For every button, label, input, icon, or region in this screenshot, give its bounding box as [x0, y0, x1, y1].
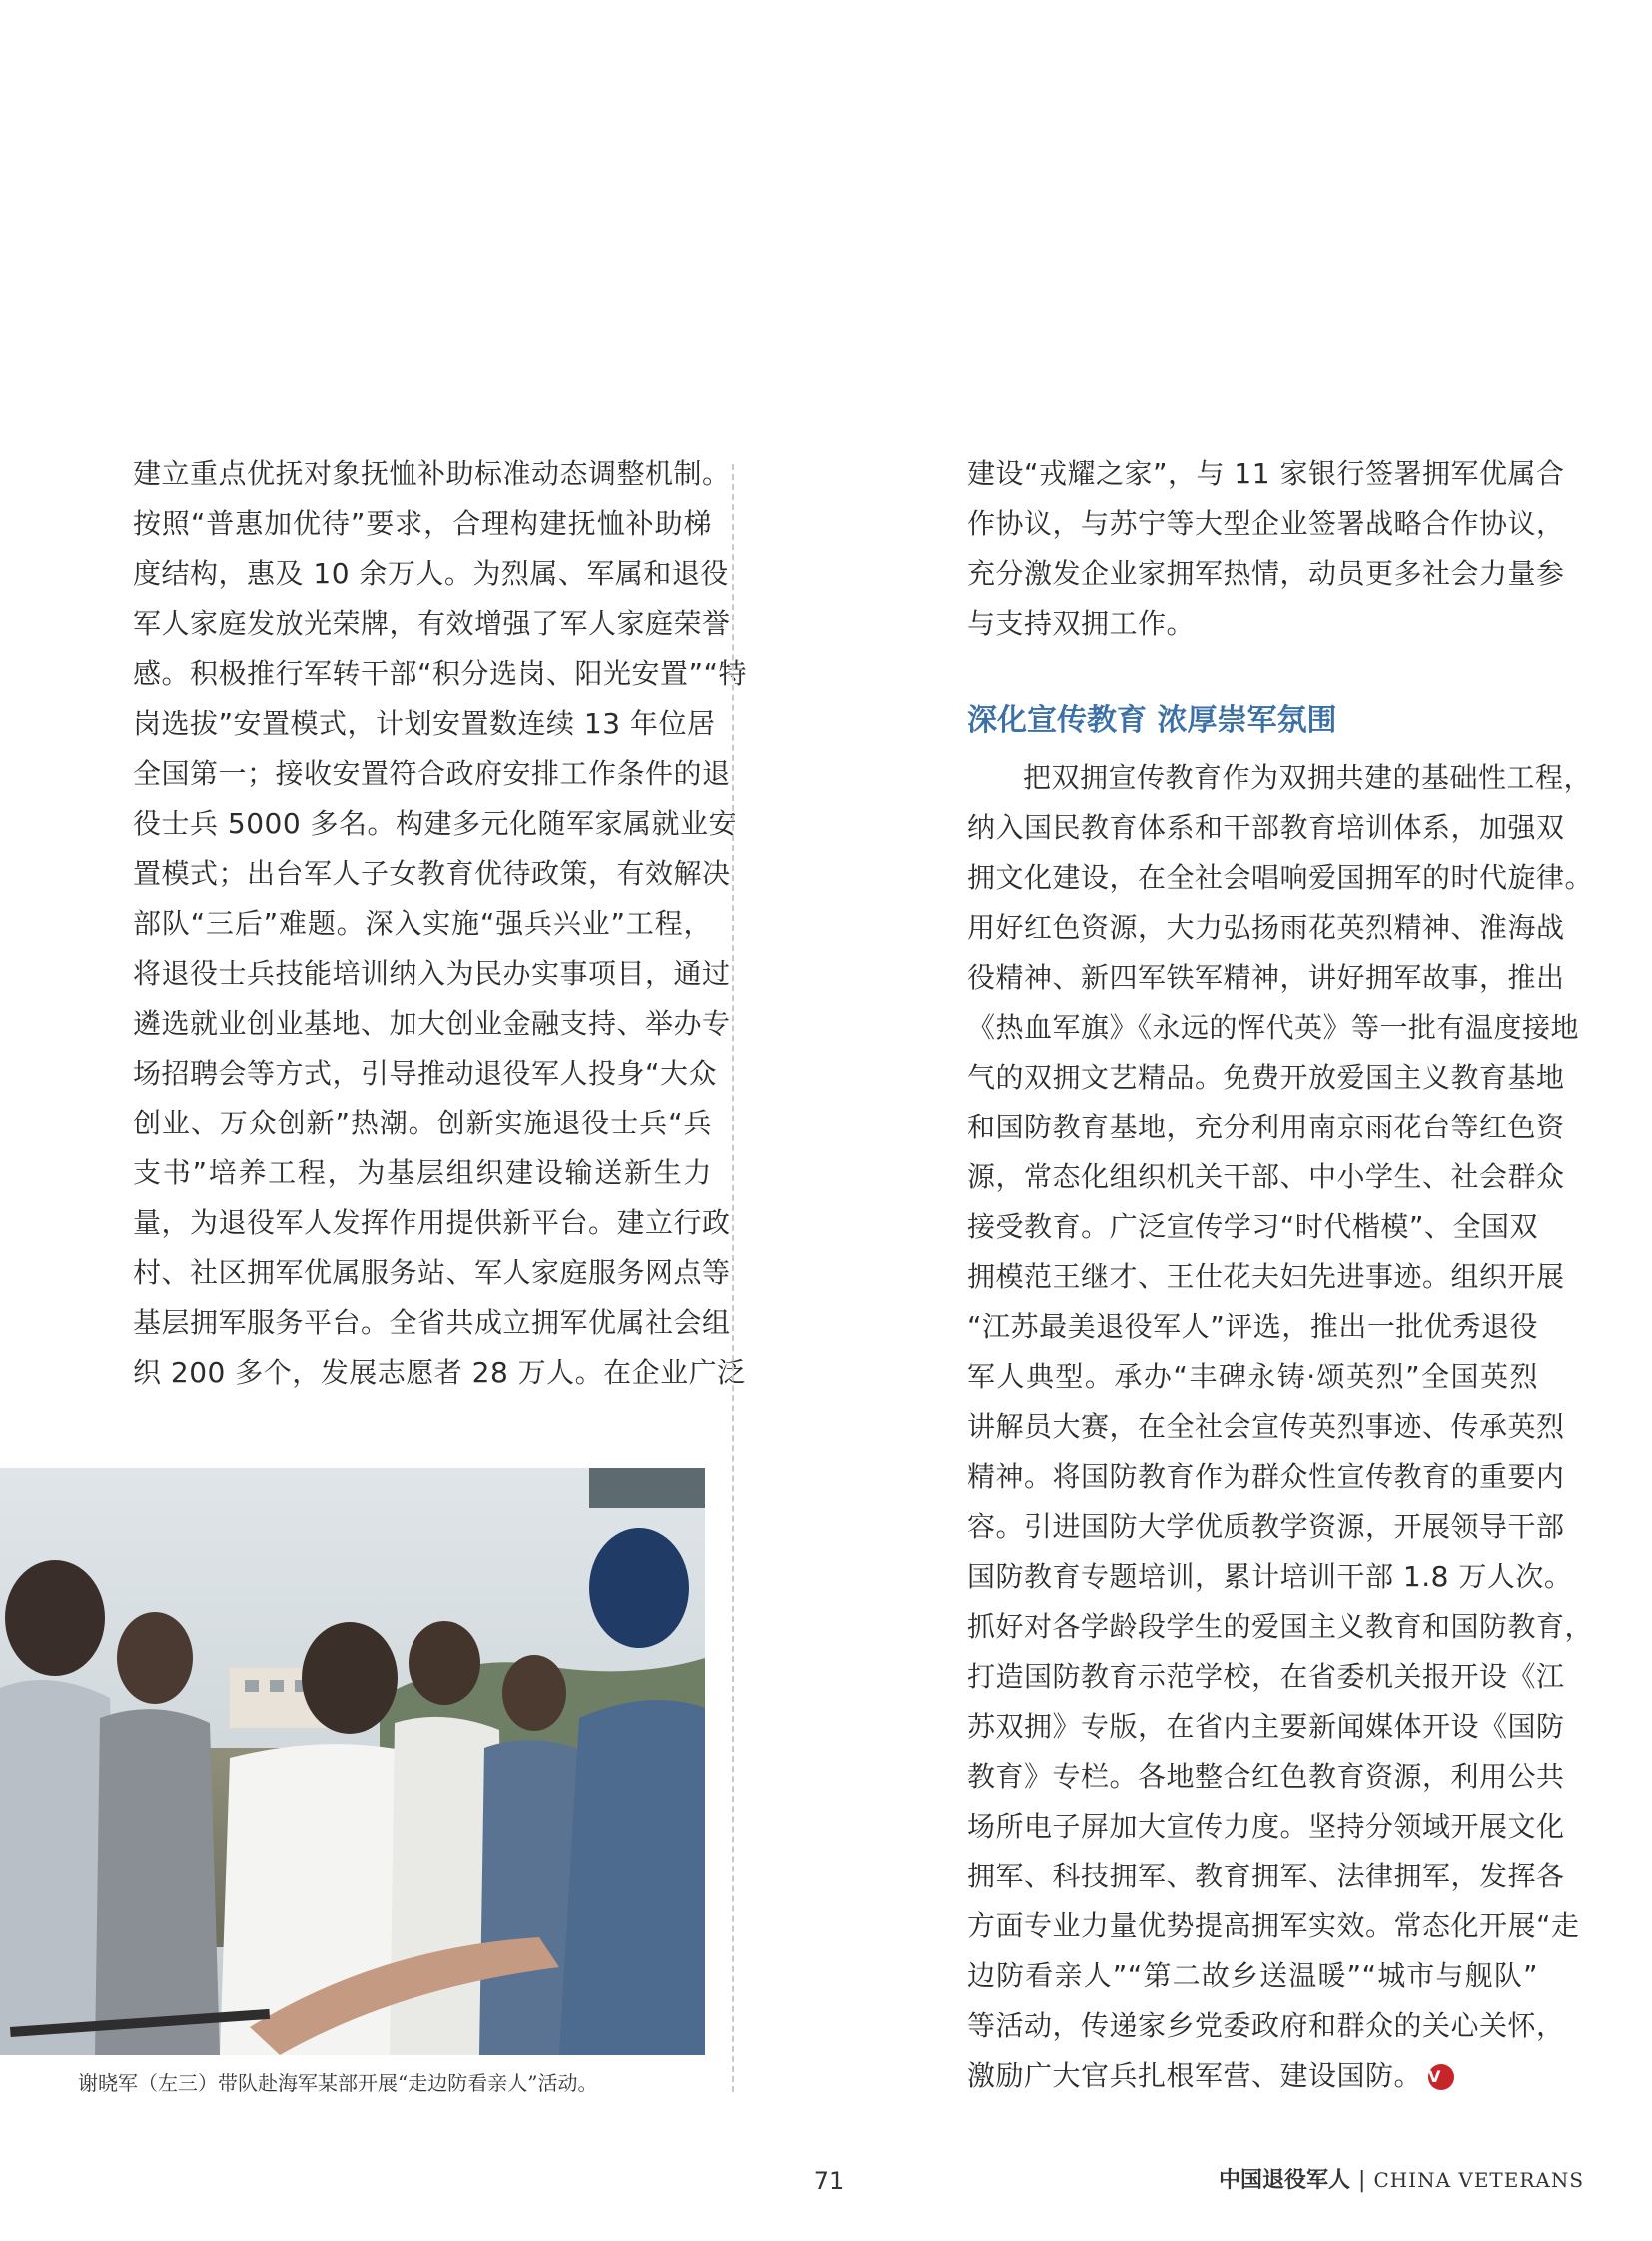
text-line: 边防看亲人”“第二故乡送温暖”“城市与舰队” — [967, 1959, 1538, 1992]
brand-separator: | — [1358, 2168, 1366, 2193]
page-number: 71 — [813, 2167, 845, 2195]
left-column — [133, 449, 748, 1398]
text-line: 抓好对各学龄段学生的爱国主义教育和国防教育， — [967, 1610, 1594, 1643]
text-line: 等活动，传递家乡党委政府和群众的关心关怀， — [967, 2009, 1565, 2042]
text-line: 遴选就业创业基地、加大创业金融支持、举办专 — [133, 1007, 731, 1040]
text-line: 方面专业力量优势提高拥军实效。常态化开展“走 — [967, 1909, 1580, 1942]
text-line: 打造国防教育示范学校，在省委机关报开设《江 — [967, 1660, 1565, 1693]
text-line: 用好红色资源，大力弘扬雨花英烈精神、淮海战 — [967, 911, 1565, 944]
text-line: 把双拥宣传教育作为双拥共建的基础性工程， — [1023, 761, 1593, 794]
text-line: 村、社区拥军优属服务站、军人家庭服务网点等 — [133, 1256, 731, 1289]
text-line: 岗选拔”安置模式，计划安置数连续 13 年位居 — [133, 707, 716, 740]
text-line: 将退役士兵技能培训纳入为民办实事项目，通过 — [133, 957, 731, 990]
text-line: 感。积极推行军转干部“积分选岗、阳光安置”“特 — [133, 657, 748, 690]
text-line: 精神。将国防教育作为群众性宣传教育的重要内 — [967, 1460, 1565, 1493]
text-line: 拥模范王继才、王仕花夫妇先进事迹。组织开展 — [967, 1260, 1565, 1293]
text-line: 创业、万众创新”热潮。创新实施退役士兵“兵 — [133, 1107, 712, 1139]
text-line: 按照“普惠加优待”要求，合理构建抚恤补助梯 — [133, 507, 712, 540]
photo-caption: 谢晓军（左三）带队赴海军某部开展“走边防看亲人”活动。 — [78, 2071, 598, 2095]
text-line: 役士兵 5000 多名。构建多元化随军家属就业安 — [133, 807, 738, 840]
photo-illustration — [0, 1468, 705, 2055]
text-line: “江苏最美退役军人”评选，推出一批优秀退役 — [967, 1310, 1538, 1343]
article-photo — [0, 1468, 705, 2055]
text-line: 建设“戎耀之家”，与 11 家银行签署拥军优属合 — [967, 457, 1565, 490]
text-line: 国防教育专题培训，累计培训干部 1.8 万人次。 — [967, 1560, 1573, 1593]
text-line: 教育》专栏。各地整合红色教育资源，利用公共 — [967, 1760, 1565, 1793]
text-line: 苏双拥》专版，在省内主要新闻媒体开设《国防 — [967, 1710, 1565, 1743]
text-line: 充分激发企业家拥军热情，动员更多社会力量参 — [967, 557, 1565, 590]
text-line: 拥军、科技拥军、教育拥军、法律拥军，发挥各 — [967, 1860, 1565, 1892]
text-line-final-text: 激励广大官兵扎根军营、建设国防。 — [967, 2059, 1423, 2092]
column-divider — [732, 464, 734, 2092]
text-line: 织 200 多个，发展志愿者 28 万人。在企业广泛 — [133, 1356, 746, 1389]
text-line: 源，常态化组织机关干部、中小学生、社会群众 — [967, 1160, 1565, 1193]
text-line: 基层拥军服务平台。全省共成立拥军优属社会组 — [133, 1306, 731, 1339]
text-line: 与支持双拥工作。 — [967, 607, 1196, 640]
text-line: 纳入国民教育体系和干部教育培训体系，加强双 — [967, 811, 1565, 844]
text-line: 容。引进国防大学优质教学资源，开展领导干部 — [967, 1510, 1565, 1543]
text-line: 和国防教育基地，充分利用南京雨花台等红色资 — [967, 1111, 1565, 1143]
text-line: 场所电子屏加大宣传力度。坚持分领域开展文化 — [967, 1810, 1565, 1843]
text-line: 建立重点优抚对象抚恤补助标准动态调整机制。 — [133, 457, 731, 490]
right-column — [967, 449, 1594, 2101]
footer-brand — [1219, 2165, 1584, 2195]
text-line: 气的双拥文艺精品。免费开放爱国主义教育基地 — [967, 1061, 1565, 1094]
text-line: 支书”培养工程，为基层组织建设输送新生力 — [133, 1156, 712, 1189]
text-line: 拥文化建设，在全社会唱响爱国拥军的时代旋律。 — [967, 861, 1594, 894]
text-line: 役精神、新四军铁军精神，讲好拥军故事，推出 — [967, 961, 1565, 994]
text-line: 度结构，惠及 10 余万人。为烈属、军属和退役 — [133, 557, 729, 590]
text-line: 军人典型。承办“丰碑永铸·颂英烈”全国英烈 — [967, 1360, 1538, 1393]
text-line: 《热血军旗》《永远的恽代英》等一批有温度接地 — [967, 1011, 1580, 1044]
paragraph-gap — [967, 649, 1538, 689]
brand-name-en: CHINA VETERANS — [1373, 2168, 1585, 2192]
text-line: 场招聘会等方式，引导推动退役军人投身“大众 — [133, 1057, 718, 1090]
end-mark-icon: V — [1428, 2064, 1454, 2090]
text-line: 接受教育。广泛宣传学习“时代楷模”、全国双 — [967, 1210, 1538, 1243]
section-heading: 深化宣传教育 浓厚崇军氛围 — [967, 703, 1337, 738]
text-line: 置模式；出台军人子女教育优待政策，有效解决 — [133, 857, 731, 890]
text-line: 作协议，与苏宁等大型企业签署战略合作协议， — [967, 507, 1565, 540]
text-line-final — [967, 2051, 1538, 2101]
text-line: 军人家庭发放光荣牌，有效增强了军人家庭荣誉 — [133, 607, 731, 640]
brand-name-cn: 中国退役军人 — [1219, 2168, 1351, 2193]
text-line: 讲解员大赛，在全社会宣传英烈事迹、传承英烈 — [967, 1410, 1565, 1443]
text-line: 部队“三后”难题。深入实施“强兵兴业”工程， — [133, 907, 712, 940]
text-line: 量，为退役军人发挥作用提供新平台。建立行政 — [133, 1206, 731, 1239]
text-line: 全国第一；接收安置符合政府安排工作条件的退 — [133, 757, 731, 790]
